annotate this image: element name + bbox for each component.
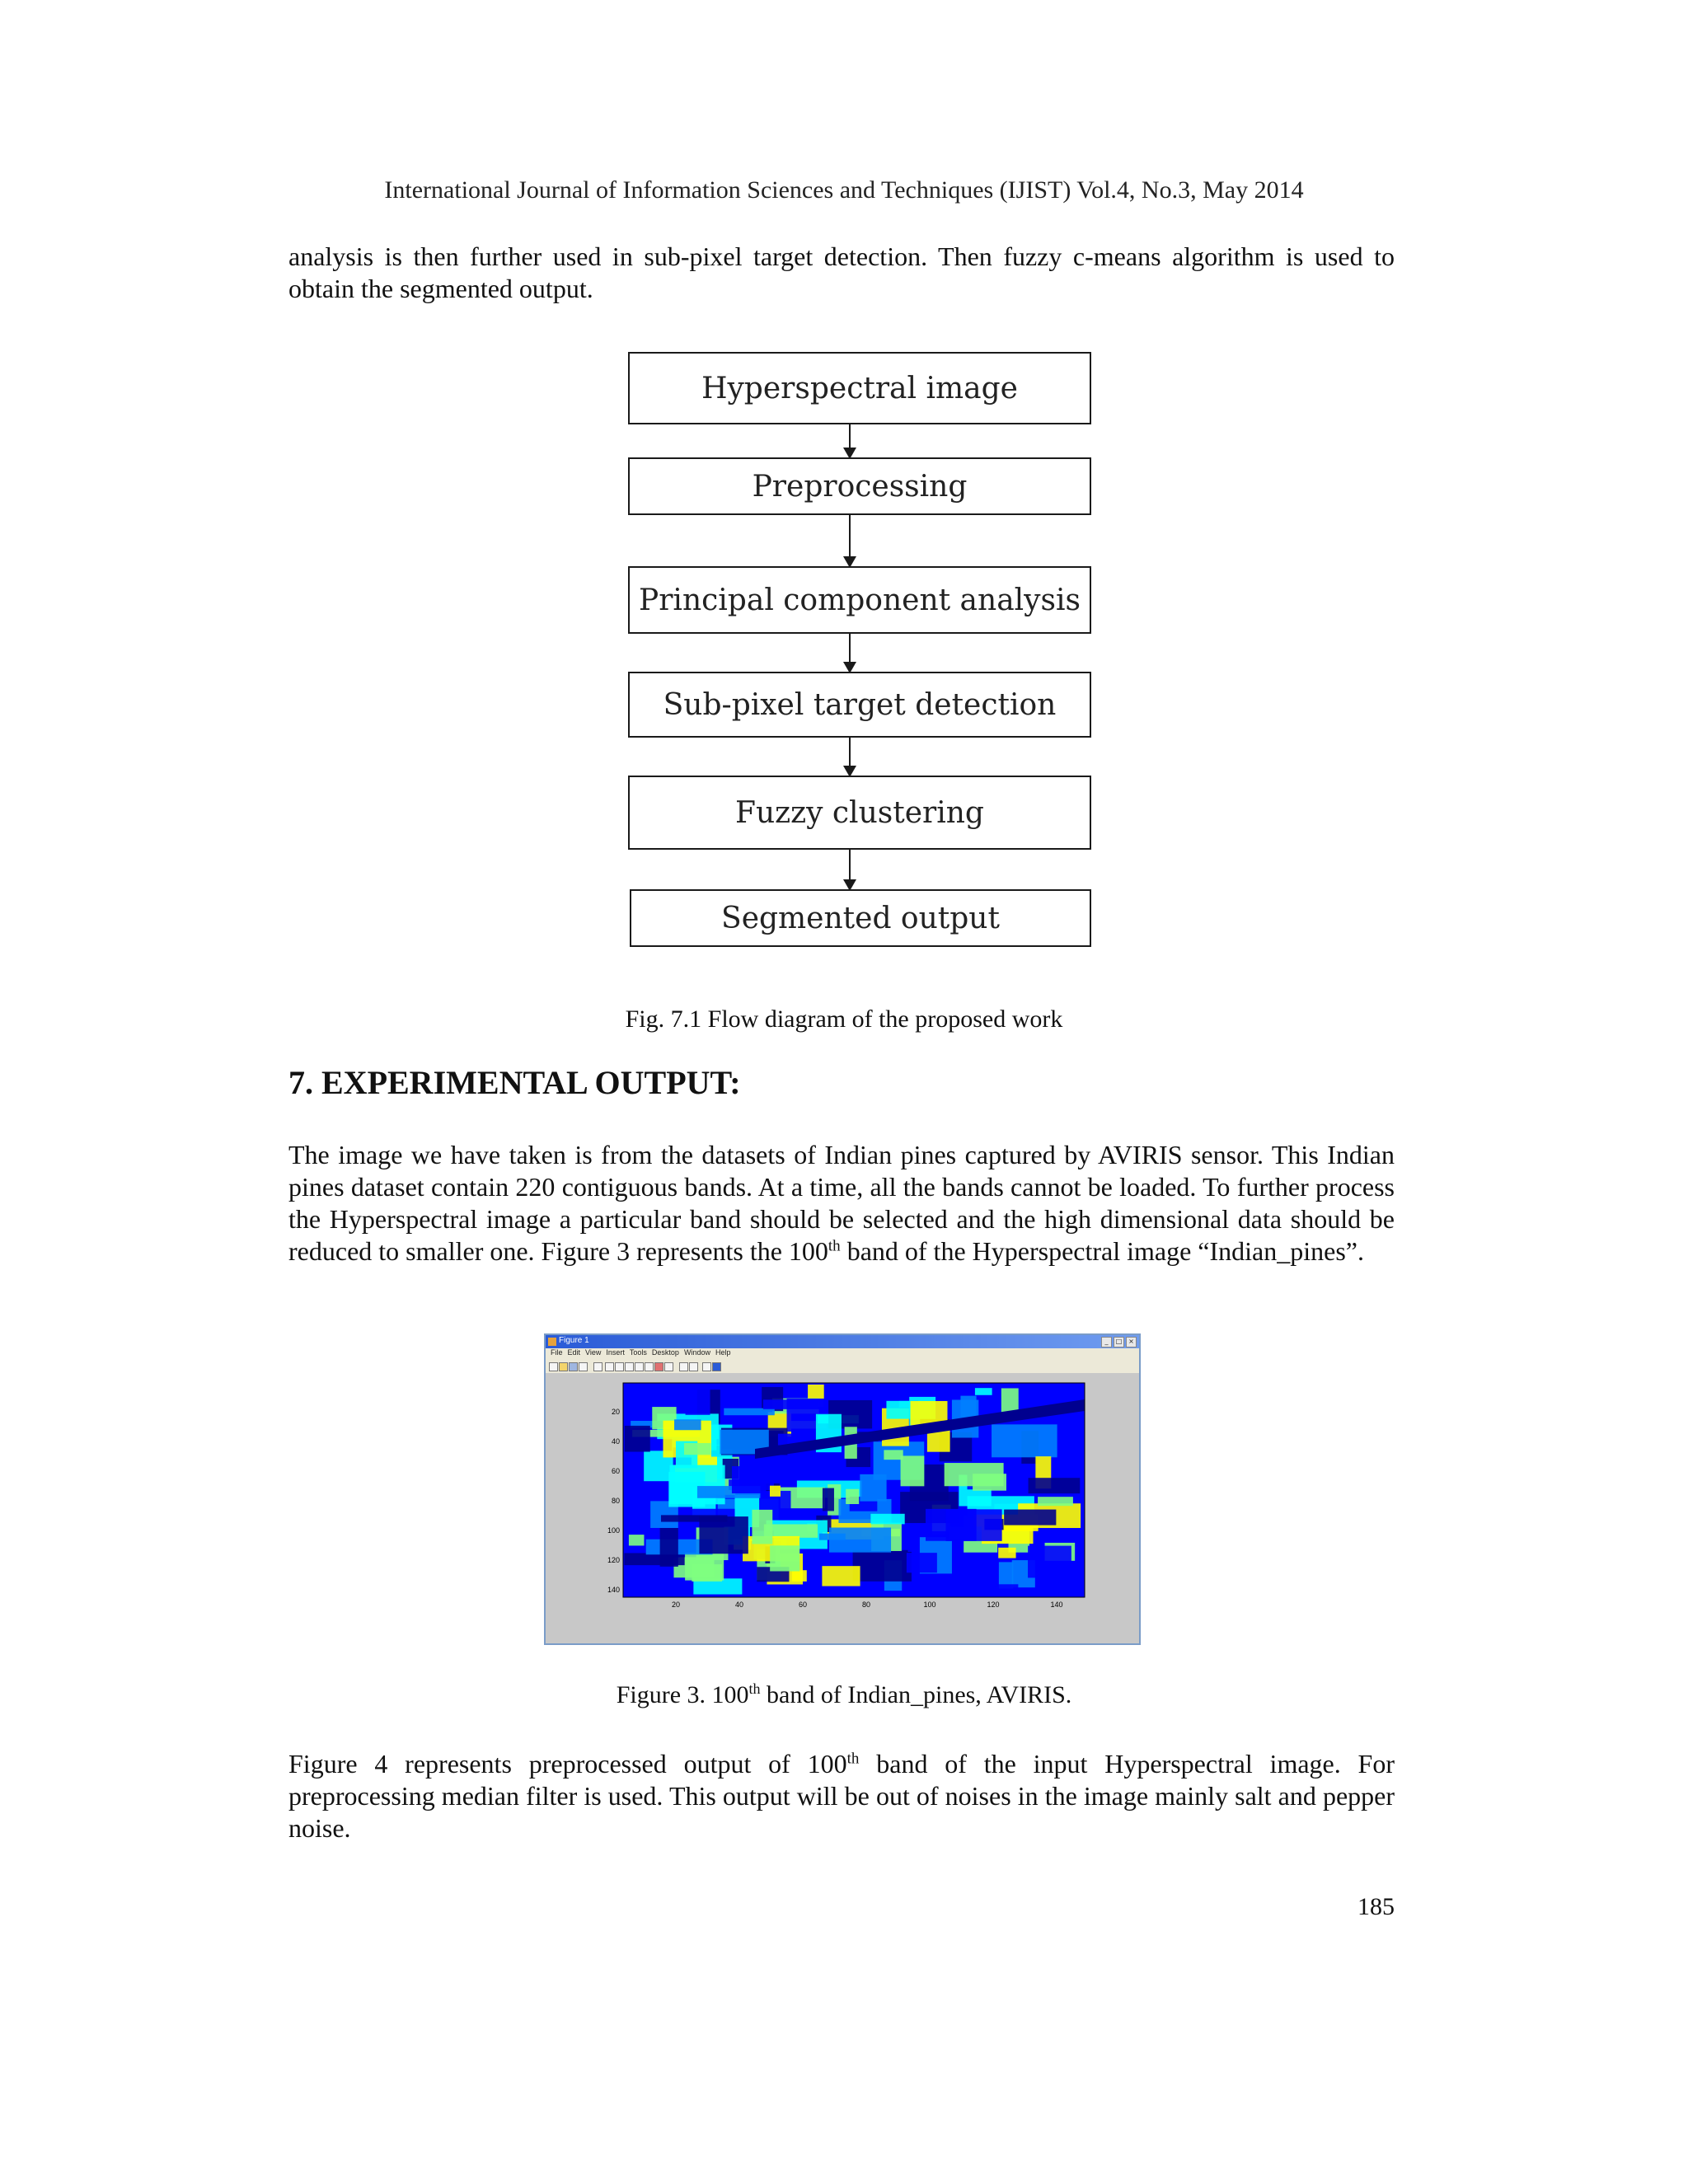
image-patch (674, 1419, 701, 1430)
image-patch (1029, 1478, 1081, 1493)
menu-edit[interactable]: Edit (567, 1348, 581, 1357)
image-patch (853, 1550, 912, 1582)
flow-arrow (849, 850, 851, 889)
image-patch (660, 1528, 678, 1567)
image-patch (724, 1408, 775, 1416)
window-menu-bar (546, 1348, 1139, 1360)
flow-diagram (0, 0, 1688, 989)
window-toolbar (546, 1360, 1139, 1374)
image-patch (629, 1535, 645, 1545)
image-patch (822, 1566, 860, 1586)
x-tick-label: 40 (734, 1601, 743, 1609)
page-number: 185 (1357, 1893, 1395, 1920)
save-icon[interactable] (569, 1362, 578, 1371)
image-patch (907, 1553, 937, 1572)
image-patch (684, 1443, 710, 1455)
y-tick-label: 20 (611, 1408, 620, 1416)
image-patch (770, 1545, 799, 1571)
flow-step-preprocessing: Preprocessing (628, 457, 1091, 515)
image-patch (846, 1489, 859, 1504)
image-patch (870, 1514, 904, 1525)
image-patch (1038, 1497, 1073, 1506)
image-patch (1038, 1582, 1057, 1591)
image-patch (926, 1509, 977, 1541)
menu-view[interactable]: View (585, 1348, 602, 1357)
flow-arrow (849, 515, 851, 566)
menu-help[interactable]: Help (715, 1348, 731, 1357)
menu-desktop[interactable]: Desktop (651, 1348, 679, 1357)
image-patch (732, 1466, 767, 1493)
menu-tools[interactable]: Tools (629, 1348, 647, 1357)
image-patch (860, 1474, 886, 1502)
x-tick-label: 140 (1050, 1601, 1063, 1609)
flow-arrow (849, 634, 851, 672)
image-patch (759, 1457, 801, 1465)
image-patch (884, 1450, 903, 1460)
maximize-icon[interactable]: □ (1114, 1337, 1124, 1347)
flow-step-sub-pixel-target-detection: Sub-pixel target detection (628, 672, 1091, 738)
figure3-caption: Figure 3. 100th band of Indian_pines, AVIRIS. (616, 1680, 1072, 1708)
image-patch (992, 1424, 1057, 1457)
section-heading: 7. EXPERIMENTAL OUTPUT: (288, 1064, 741, 1101)
x-tick-label: 80 (861, 1601, 870, 1609)
data-cursor-icon[interactable] (645, 1362, 654, 1371)
running-header: International Journal of Information Sciences and Techniques (IJIST) Vol.4, No.3, May 2014 (384, 176, 1304, 204)
matlab-logo-icon (548, 1338, 556, 1346)
print-icon[interactable] (579, 1362, 588, 1371)
flow-arrow (849, 738, 851, 776)
y-tick-label: 120 (607, 1556, 620, 1564)
minimize-icon[interactable]: _ (1101, 1337, 1112, 1347)
figure-canvas (546, 1373, 1139, 1643)
intro-paragraph: analysis is then further used in sub-pixel target detection. Then fuzzy c-means algorithm is used to obtain the segmented output. (288, 241, 1395, 303)
image-patch (829, 1527, 891, 1552)
y-tick-label: 140 (607, 1586, 620, 1594)
menu-insert[interactable]: Insert (606, 1348, 625, 1357)
flow-step-fuzzy-clustering: Fuzzy clustering (628, 776, 1091, 850)
matlab-figure-window (544, 1333, 1141, 1645)
new-figure-icon[interactable] (549, 1362, 558, 1371)
image-patch (625, 1426, 650, 1452)
image-patch (975, 1388, 992, 1395)
y-tick-label: 60 (611, 1467, 620, 1475)
image-patch (752, 1510, 772, 1544)
window-title-bar[interactable] (546, 1335, 1139, 1348)
flow-step-principal-component-analysis: Principal component analysis (628, 566, 1091, 634)
image-patch (792, 1570, 807, 1582)
y-tick-label: 80 (611, 1497, 620, 1505)
y-tick-label: 100 (607, 1526, 620, 1535)
legend-icon[interactable] (689, 1362, 698, 1371)
pan-icon[interactable] (625, 1362, 634, 1371)
brush-icon[interactable] (654, 1362, 663, 1371)
preprocessing-paragraph: Figure 4 represents preprocessed output of 100th band of the input Hyperspectral image. For preprocessing median filter is used. This output will be out of noises in the image mainly salt and pepper noise. (288, 1749, 1395, 1843)
hide-plot-tools-icon[interactable] (702, 1362, 711, 1371)
zoom-in-icon[interactable] (605, 1362, 614, 1371)
menu-window[interactable]: Window (683, 1348, 710, 1357)
image-patch (670, 1465, 725, 1505)
y-tick-label: 40 (611, 1437, 620, 1446)
x-tick-label: 100 (923, 1601, 936, 1609)
image-patch (1028, 1546, 1071, 1578)
arrow-icon[interactable] (593, 1362, 603, 1371)
image-patch (699, 1516, 748, 1554)
x-tick-label: 120 (987, 1601, 1000, 1609)
menu-file[interactable]: File (551, 1348, 563, 1357)
zoom-out-icon[interactable] (615, 1362, 624, 1371)
link-icon[interactable] (664, 1362, 673, 1371)
close-icon[interactable]: × (1126, 1337, 1137, 1347)
image-patch (954, 1584, 1018, 1591)
image-patch (1004, 1510, 1056, 1526)
flow-arrow (849, 424, 851, 457)
image-patch (685, 1553, 724, 1580)
image-patch (901, 1455, 925, 1486)
image-patch (823, 1488, 834, 1511)
rotate-icon[interactable] (635, 1362, 644, 1371)
flow-step-segmented-output: Segmented output (630, 889, 1091, 947)
experimental-paragraph: The image we have taken is from the datasets of Indian pines captured by AVIRIS sensor. This Indian pines dataset contain 220 contiguous bands. At a time, all the bands cannot be loaded. To further process the Hyperspectral image a particular band should be selected and the high dimensional data should be reduced to smaller one. Figure 3 represents the 100th band of the Hyperspectral image “Indian_pines”. (288, 1140, 1395, 1266)
image-patch (998, 1548, 1015, 1558)
x-tick-label: 20 (671, 1601, 680, 1609)
window-title: Figure 1 (559, 1336, 589, 1345)
flow-step-hyperspectral-image: Hyperspectral image (628, 352, 1091, 424)
flow-diagram-caption: Fig. 7.1 Flow diagram of the proposed work (625, 1005, 1063, 1033)
image-patch (945, 1463, 1004, 1486)
show-plot-tools-icon[interactable] (712, 1362, 721, 1371)
colorbar-icon[interactable] (679, 1362, 688, 1371)
image-patch (763, 1399, 828, 1409)
x-tick-label: 60 (798, 1601, 807, 1609)
image-patch (686, 1388, 710, 1415)
image-patch (770, 1486, 781, 1497)
open-file-icon[interactable] (559, 1362, 568, 1371)
